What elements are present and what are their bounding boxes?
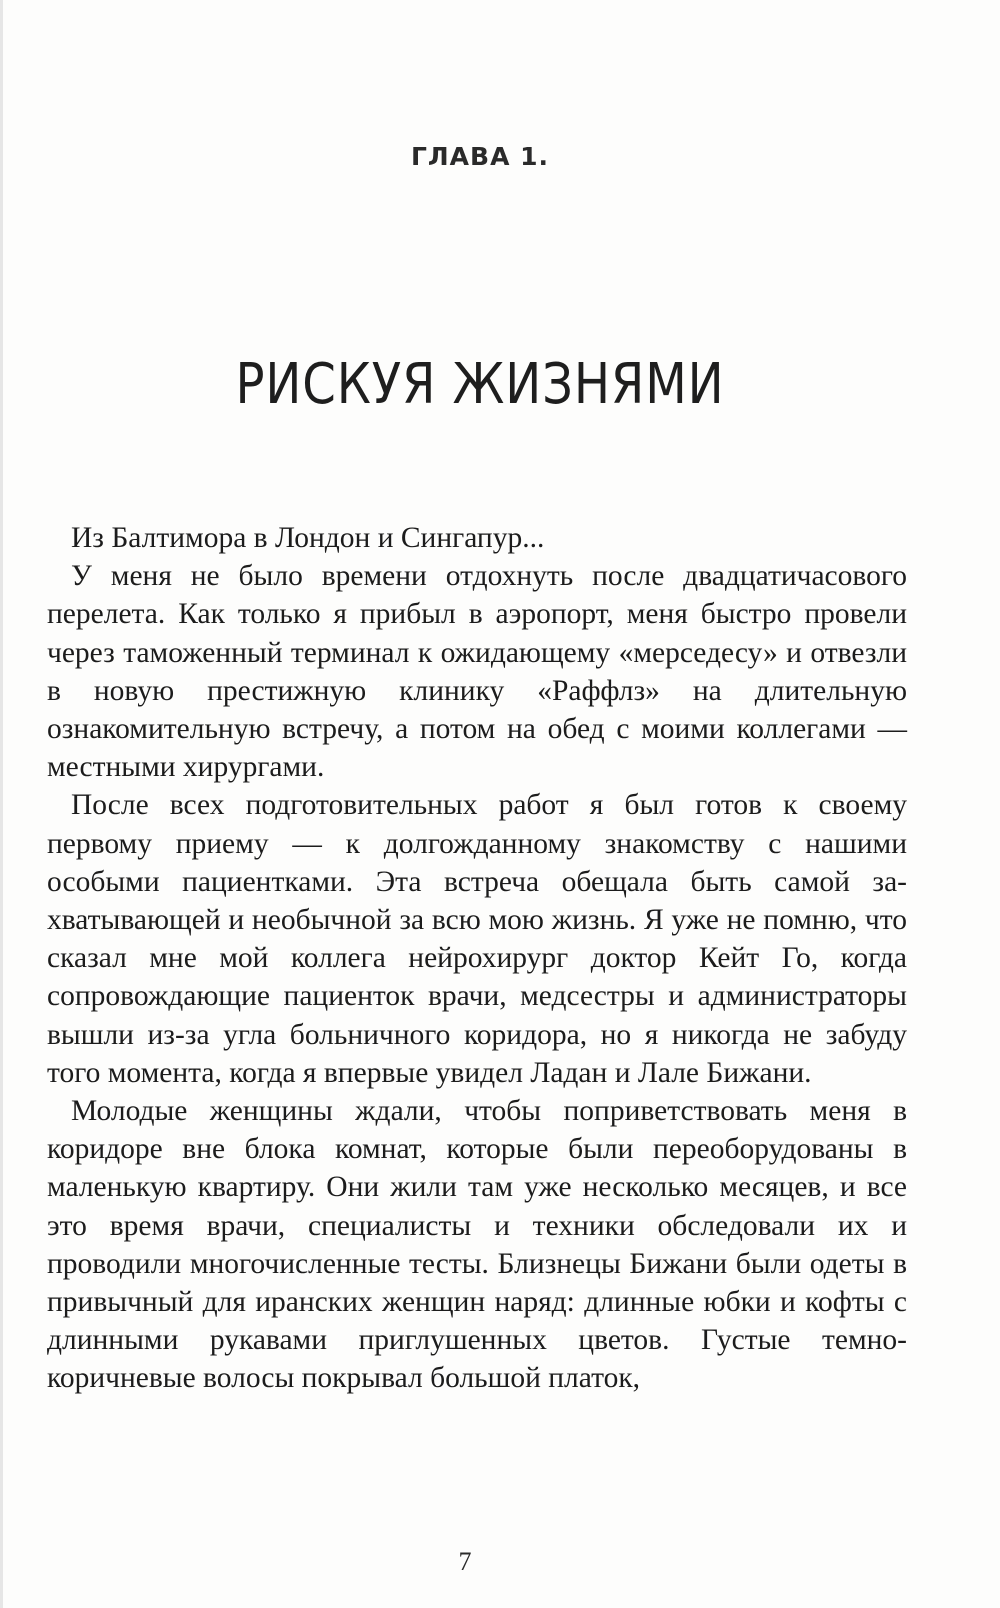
- body-text: [47, 519, 907, 1398]
- paragraph: У меня не было времени отдохнуть после двадцатичасового перелета. Как только я прибыл в аэропорт, меня быстро провели через таможенный терминал к ожидающему «мерседесу» и отвезли в новую престижную клинику «Раффлз» на длительную ознакомительную встречу, а потом на обед с моими коллегами — местными хирургами.: [47, 560, 907, 784]
- page-number: 7: [458, 1547, 472, 1576]
- chapter-title: РИСКУЯ ЖИЗНЯМИ: [235, 352, 725, 417]
- chapter-label: ГЛАВА 1.: [410, 142, 550, 171]
- paragraph: Молодые женщины ждали, чтобы поприветствовать меня в коридоре вне блока комнат, которые были переоборудованы в маленькую квартиру. Они жили там уже несколько месяцев, и все это время врачи, специалисты и техники обследовали их и проводили многочисленные тесты. Близнецы Бижани были одеты в привычный для иранских женщин наряд: длинные юбки и кофты с длинными рукавами приглушенных цветов. Густые темно-коричневые волосы покрывал большой платок,: [47, 1095, 907, 1395]
- paragraph: Из Балтимора в Лондон и Сингапур...: [71, 522, 545, 554]
- paragraph: После всех подготовительных работ я был готов к своему первому приему — к долгожданному знакомству с нашими особыми пациентками. Эта встреча обещала быть самой захватывающей и необычной за всю мою жизнь. Я уже не помню, что сказал мне мой коллега нейрохирург доктор Кейт Го, когда сопровождающие пациенток врачи, медсестры и администраторы вышли из-за угла больничного коридора, но я никогда не забуду того момента, когда я впервые увидел Ладан и Лале Бижани.: [47, 789, 907, 1089]
- page-edge: [0, 0, 3, 1608]
